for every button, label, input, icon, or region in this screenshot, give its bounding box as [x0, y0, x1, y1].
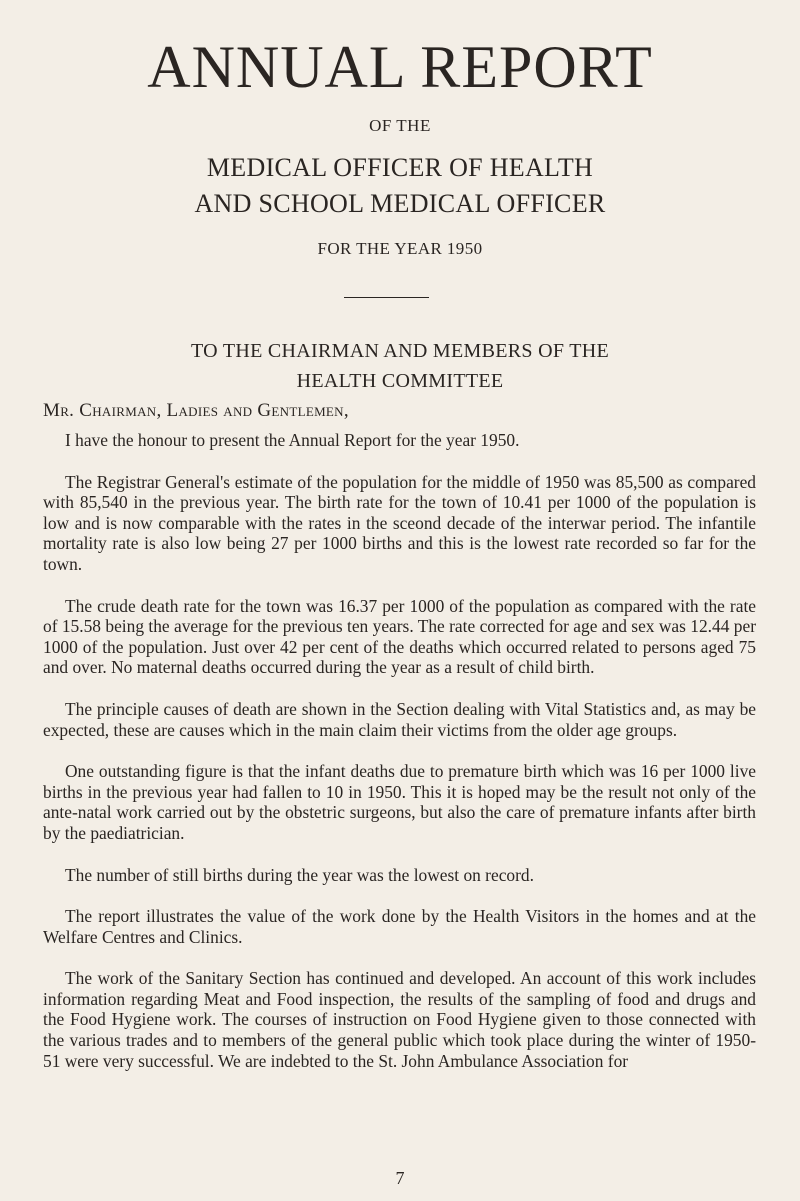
paragraph: The principle causes of death are shown in the Section dealing with Vital Statistics and, as may be expected, these are causes which in the main claim their victims from the older age groups. [43, 698, 756, 740]
paragraph: The work of the Sanitary Section has continued and developed. An account of this work includes information regarding Meat and Food inspection, the results of the sampling of food and drugs and the Food Hygiene work. The courses of instruction on Food Hygiene given to those connected with the various trades and to members of the general public which took place during the winter of 1950-51 were very successful. We are indebted to the St. John Ambulance Association for [43, 968, 756, 1071]
paragraph: The report illustrates the value of the work done by the Health Visitors in the homes and at the Welfare Centres and Clinics. [43, 906, 756, 947]
officer-heading [0, 150, 800, 222]
page-number: 7 [395, 1168, 405, 1188]
paragraph: The Registrar General's estimate of the population for the middle of 1950 was 85,500 as compared with 85,540 in the previous year. The birth rate for the town of 10.41 per 1000 of the population is low and is now comparable with the rates in the sceond decade of the interwar period. The infantile mortality rate is also low being 27 per 1000 births and this is the lowest rate recorded so far for the town. [43, 471, 756, 574]
report-body [43, 430, 756, 1092]
paragraph: One outstanding figure is that the infant deaths due to premature birth which was 16 per 1000 live births in the previous year had fallen to 10 in 1950. This it is hoped may be the result not only of the ante-natal work carried out by the obstetric surgeons, but also the care of premature infants after birth by the paediatrician. [43, 761, 756, 843]
paragraph: The crude death rate for the town was 16.37 per 1000 of the population as compared with the rate of 15.58 being the average for the previous ten years. The rate corrected for age and sex was 12.44 per 1000 of the population. Just over 42 per cent of the deaths which occurred related to persons aged 75 and over. No maternal deaths occurred during the year as a result of child birth. [43, 595, 756, 678]
paragraph: The number of still births during the year was the lowest on record. [65, 864, 534, 885]
year-line: FOR THE YEAR 1950 [317, 239, 483, 258]
paragraph: I have the honour to present the Annual Report for the year 1950. [65, 430, 520, 450]
address-line-1: TO THE CHAIRMAN AND MEMBERS OF THE [190, 340, 610, 362]
divider-rule [344, 297, 429, 298]
report-title: ANNUAL REPORT [147, 34, 653, 100]
heading-line-1: MEDICAL OFFICER OF HEALTH [206, 153, 594, 182]
address-heading [0, 336, 800, 396]
address-line-2: HEALTH COMMITTEE [296, 370, 504, 392]
salutation: Mr. Chairman, Ladies and Gentlemen, [43, 400, 349, 421]
of-the-line: OF THE [369, 116, 431, 135]
heading-line-2: AND SCHOOL MEDICAL OFFICER [194, 189, 606, 218]
